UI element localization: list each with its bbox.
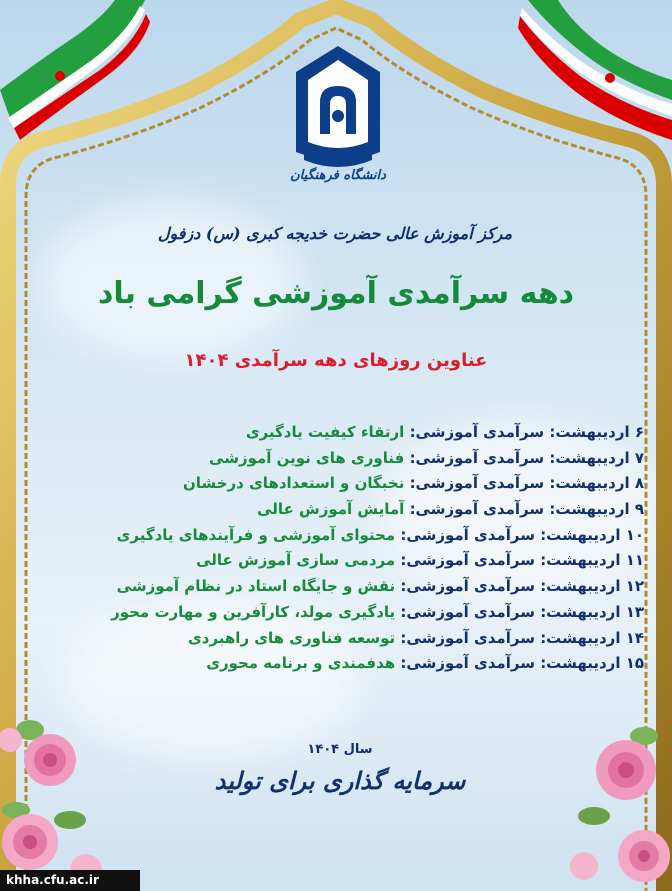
year-slogan: سرمایه گذاری برای تولید: [214, 766, 466, 795]
schedule-row: [96, 523, 644, 549]
schedule-topic: مردمی سازی آموزش عالی: [196, 551, 396, 570]
schedule-topic: آمایش آموزش عالی: [257, 500, 405, 519]
schedule-topic: نقش و جایگاه استاد در نظام آموزشی: [116, 577, 396, 596]
schedule-topic: هدفمندی و برنامه محوری: [206, 654, 396, 673]
watermark: khha.cfu.ac.ir: [0, 870, 140, 891]
schedule-row: [96, 420, 644, 446]
schedule-label: سرآمدی آموزشی:: [400, 525, 535, 544]
schedule-date: ۹ اردیبهشت:: [549, 500, 644, 519]
schedule-label: سرآمدی آموزشی:: [409, 423, 545, 441]
schedule-row: [96, 651, 644, 677]
schedule-topic: فناوری های نوین آموزشی: [209, 448, 405, 467]
schedule-label: سرآمدی آموزشی:: [409, 448, 545, 467]
schedule-row: [96, 446, 644, 472]
rose-bouquet-right-icon: [564, 716, 672, 891]
schedule-label: سرآمدی آموزشی:: [400, 551, 535, 570]
schedule-label: سرآمدی آموزشی:: [409, 500, 545, 519]
schedule-date: ۶ اردیبهشت:: [549, 423, 644, 441]
schedule-label: سرآمدی آموزشی:: [400, 628, 535, 647]
iran-flag-right: [518, 0, 672, 150]
schedule-date: ۱۱ اردیبهشت:: [540, 551, 644, 570]
schedule-date: ۸ اردیبهشت:: [549, 474, 644, 493]
schedule-date: ۱۵ اردیبهشت:: [540, 654, 644, 673]
schedule-date: ۱۳ اردیبهشت:: [540, 602, 644, 621]
iran-flag-left: [0, 0, 150, 160]
schedule-topic: نخبگان و استعدادهای درخشان: [183, 474, 405, 493]
schedule-date: ۱۴ اردیبهشت:: [540, 628, 644, 647]
schedule-topic: یادگیری مولد، کارآفرین و مهارت محور: [111, 602, 396, 621]
schedule-row: [96, 626, 644, 652]
rose-bouquet-left-icon: [0, 700, 110, 891]
year-label: سال ۱۴۰۴: [307, 742, 373, 757]
sub-title: عناوین روزهای دهه سرآمدی ۱۴۰۴: [184, 350, 488, 371]
schedule-row: [96, 600, 644, 626]
schedule-date: ۷ اردیبهشت:: [549, 448, 644, 467]
schedule-label: سرآمدی آموزشی:: [400, 602, 535, 621]
schedule-row: [96, 574, 644, 600]
schedule-label: سرآمدی آموزشی:: [409, 474, 545, 493]
farhangian-university-emblem-icon: [290, 42, 386, 182]
schedule-topic: توسعه فناوری های راهبردی: [188, 628, 396, 647]
university-name: دانشگاه فرهنگیان: [290, 168, 386, 183]
schedule-date: ۱۲ اردیبهشت:: [540, 577, 644, 596]
schedule-row: [96, 471, 644, 497]
schedule-label: سرآمدی آموزشی:: [400, 654, 535, 673]
schedule-date: ۱۰ اردیبهشت:: [540, 525, 644, 544]
schedule-label: سرآمدی آموزشی:: [400, 577, 535, 596]
schedule-row: [96, 548, 644, 574]
institution-name: مرکز آموزش عالی حضرت خدیجه کبری (س) دزفول: [157, 224, 513, 243]
schedule-list: [96, 420, 644, 677]
main-title: دهه سرآمدی آموزشی گرامی باد: [97, 276, 575, 311]
schedule-topic: محتوای آموزشی و فرآیندهای یادگیری: [116, 525, 396, 544]
schedule-topic: ارتقاء کیفیت یادگیری: [245, 423, 405, 441]
schedule-row: [96, 497, 644, 523]
